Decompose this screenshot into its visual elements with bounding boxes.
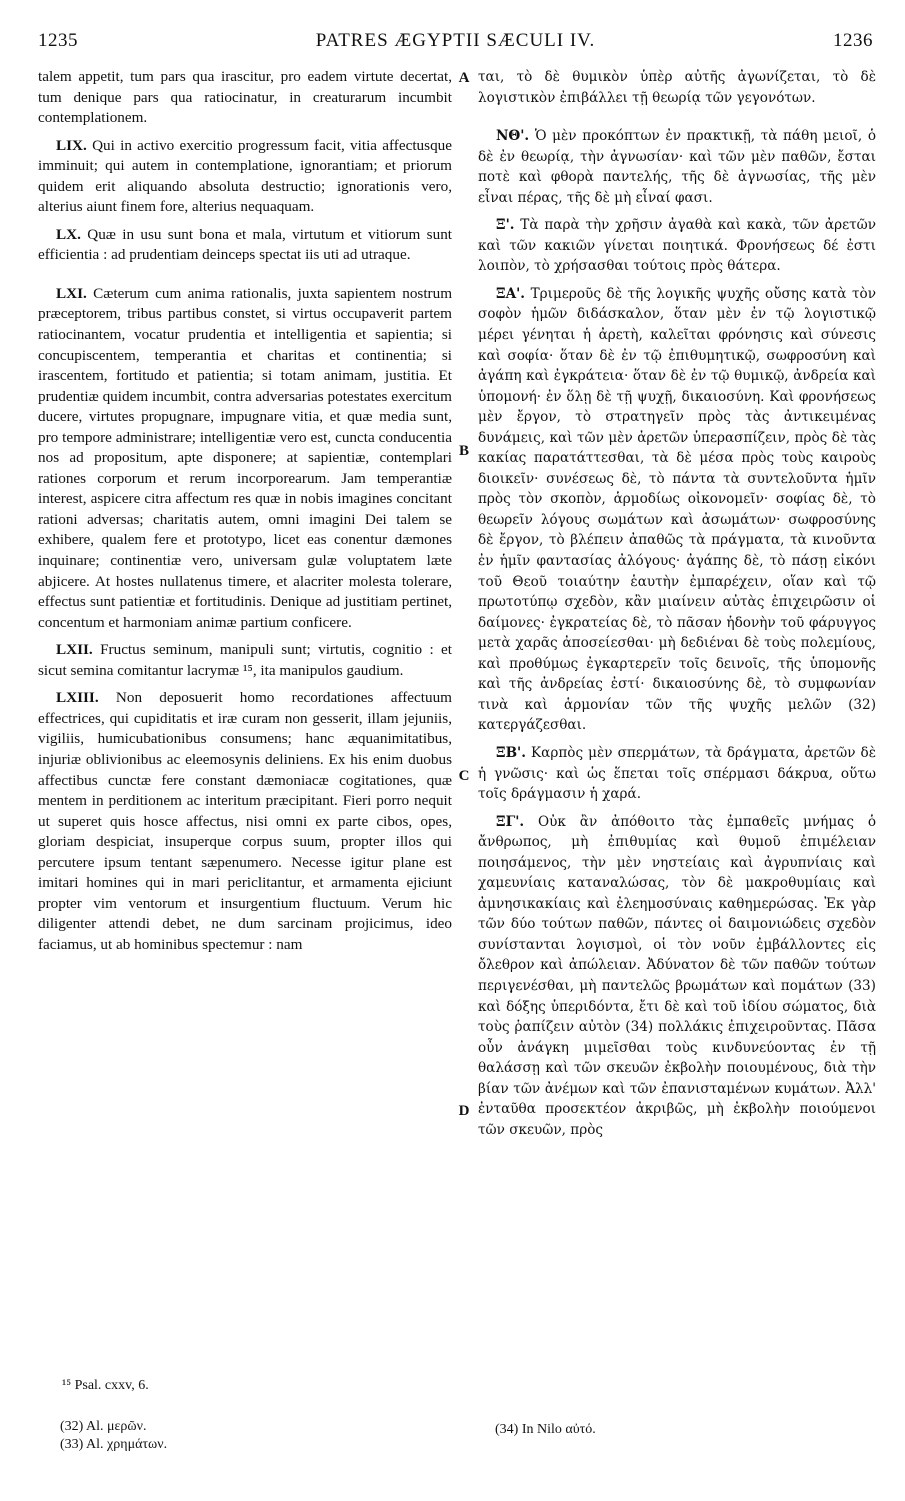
section-marker-d: D xyxy=(458,1103,470,1119)
chapter-number: ΞΓ'. xyxy=(496,813,525,830)
chapter-number: LIX. xyxy=(56,136,87,154)
chapter-text: Fructus seminum, manipuli sunt; virtutis, cognitio : et sicut semina comitantur lacrymæ ¹⁵, ita manipulos gaudium. xyxy=(38,641,452,679)
footnote-scripture: ¹⁵ Psal. cxxv, 6. xyxy=(62,1378,149,1393)
chapter-number: LXIII. xyxy=(56,689,99,707)
chapter-text: Τὰ παρὰ τὴν χρῆσιν ἀγαθὰ καὶ κακὰ, τῶν ἀρετῶν καὶ τῶν κακιῶν γίνεται ποιητικά. Φρονήσεως δέ ἐστι λοιπὸν, τὸ χρήσασθαι τούτοις πρὸς θάτερα. xyxy=(478,217,876,275)
chapter-number: LXI. xyxy=(56,284,87,302)
greek-column xyxy=(478,67,876,1147)
chapter-text: Quæ in usu sunt bona et mala, virtutum et vitiorum sunt efficientia : ad prudentiam deinceps spectat iis uti ad utraque. xyxy=(38,225,453,264)
chapter-text: Τριμεροῦς δὲ τῆς λογικῆς ψυχῆς οὔσης κατὰ τὸν σοφὸν ἡμῶν διδάσκαλον, ὅταν μὲν ἐν τῷ λογιστικῷ μέρει γένηται ἡ ἀρετὴ, καλεῖται φρόνησις καὶ σύνεσις καὶ σοφία· ὅταν δὲ ἐν τῷ ἐπιθυμητικῷ, σωφροσύνη καὶ ἀγάπη καὶ ἐγκράτεια· ὅταν δὲ ἐν τῷ θυμικῷ, ἀνδρεία καὶ ὑπομονή· ἐν ὅλῃ δὲ τῇ ψυχῇ, δικαιοσύνη. Καὶ φρονήσεως μὲν ἔργον, τὸ στρατηγεῖν πρὸς τὰς ἀντικειμένας δυνάμεις, καὶ τῶν μὲν ἀρετῶν ὑπερασπίζειν, πρὸς δὲ τὰς κακίας παρατάττεσθαι, τὰ δὲ μέσα πρὸς τοὺς καιροὺς διοικεῖν· συνέσεως δὲ, τὸ πάντα τὰ συντελοῦντα ἡμῖν πρὸς τὸν σκοπὸν, ἁρμοδίως οἰκονομεῖν· σοφίας δὲ, τὸ θεωρεῖν λόγους σωμάτων καὶ ἀσωμάτων· σωφροσύνης δὲ ἔργον, τὸ βλέπειν ἀπαθῶς τὰ πράγματα, τὰ κινοῦντα ἐν ἡμῖν φαντασίας ἀλόγους· ἀγάπης δὲ, τὸ πάσῃ εἰκόνι τοῦ Θεοῦ τοιαύτην ἑαυτὴν ἐμπαρέχειν, οἵαν καὶ τῷ πρωτοτύπῳ σχεδὸν, κἂν μιαίνειν αὐτὰς ἐπιχειρῶσιν οἱ δαίμονες· ἐγκρατείας δὲ, τὸ πᾶσαν ἡδονὴν τοῦ φάρυγγος μετὰ χαρᾶς ἀποσείεσθαι· μὴ δεδιέναι δὲ τοὺς πολεμίους, καὶ προθύμως ἐγκαρτερεῖν τοῖς δεινοῖς, τῆς ὑπομονῆς καὶ τῆς ἀνδρείας ἐστί· δικαιοσύνης δὲ, τὸ συμφωνίαν τινὰ καὶ ἁρμονίαν τῶν τῆς ψυχῆς μελῶν (32) κατεργάζεσθαι. xyxy=(478,285,877,734)
chapter-number: LX. xyxy=(56,225,81,243)
chapter-text: Qui in activo exercitio progressum facit, vitia affectusque imminuit; qui autem in contemplatione, ignorantiam; et priorum quidem erit aliquando absoluta destructio; ignorationis vero, alterius aiunt finem fore, alterius nequaquam. xyxy=(38,136,452,216)
latin-paragraph-continuation: talem appetit, tum pars qua irascitur, pro eadem virtute decertat, tum denique pars qua ratiocinatur, in creaturarum incumbit contemplationem. xyxy=(38,68,452,127)
latin-chapter-62 xyxy=(38,640,452,681)
page-number-right: 1236 xyxy=(833,30,873,51)
greek-chapter-62 xyxy=(478,743,876,805)
chapter-number: LXII. xyxy=(56,641,93,659)
greek-chapter-60 xyxy=(478,215,876,277)
section-marker-a: A xyxy=(458,70,470,86)
chapter-text: Ὁ μὲν προκόπτων ἐν πρακτικῇ, τὰ πάθη μειοῖ, ὁ δὲ ἐν θεωρίᾳ, τὴν ἀγνωσίαν· καὶ τῶν μὲν παθῶν, ἔσται ποτὲ καὶ φθορὰ παντελής, τῆς δὲ ἀγνωσίας, τῆς μὲν εἶναι πέρας, τῆς δὲ μὴ εἶναί φασι. xyxy=(478,128,877,206)
greek-chapter-63 xyxy=(478,812,876,1141)
greek-chapter-61 xyxy=(478,284,876,736)
chapter-text: Cæterum cum anima rationalis, juxta sapientem nostrum præceptorem, tribus partibus constet, si virtus occupaverit partem ratiocinantem, vocatur prudentia et intelligentia et sapientia; si concupiscentem, temperantia et charitas et continentia; si irascentem, fortitudo et patientia; si totam animam, justitia. Et prudentiæ quidem incumbit, contra adversarias potestates exercitum ducere, virtutes propugnare, impugnare vitia, et quæ media sunt, pro tempore administrare; intelligentiæ vero est, cuncta conducentia nos ad propositum, apte disponere; at sapientiæ, contemplari rationes corporum et rerum incorporearum. Jam temperantiæ interest, aspicere citra affectum res quæ in nobis imagines concitant rationi adversas; charitatis autem, omni imagini Dei talem se exhibere, qualem fere et prototypo, licet eas conentur dæmones inquinare; continentiæ vero, universam gulæ voluptatem læte abjicere. At hostes nullatenus timere, et alacriter molesta tolerare, effectus sunt patientiæ et fortitudinis. Denique ad justitiam pertinet, concentum et harmoniam animæ partium conficere. xyxy=(38,284,453,631)
variant-notes-left xyxy=(60,1418,167,1454)
chapter-number: ΞΑ'. xyxy=(496,285,526,302)
chapter-text: Non deposuerit homo recordationes affectuum effectrices, qui cupiditatis et iræ curam non gesserit, illam jejuniis, vigiliis, humicubationibus consumens; hanc æquanimitatibus, injuriæ oblivionibus ac eleemosynis deliniens. Ex his enim duobus affectibus cunctæ fere constant dæmoniacæ cogitationes, quæ mentem in perditionem ac interitum præcipitant. Fieri porro nequit ut superet quis hosce affectus, nisi omni ex parte cibos, opes, gloriam despiciat, insuperque corpus suum, propter illos qui percutere ipsum tentant sæpenumero. Necesse igitur plane est imitari homines qui in mari periclitantur, et armamenta ejiciunt propter vim ventorum et insurgentium fluctuum. Verum hic diligenter attendi debet, ne dum sarcinam projicimus, ideo faciamus, ut ab hominibus spectemur : nam xyxy=(38,689,452,953)
running-title: PATRES ÆGYPTII SÆCULI IV. xyxy=(315,30,596,51)
chapter-number: Ξ'. xyxy=(496,217,515,234)
chapter-number: ΝΘ'. xyxy=(496,128,530,145)
latin-chapter-61 xyxy=(38,284,452,633)
section-marker-c: C xyxy=(458,768,470,784)
latin-chapter-59 xyxy=(38,136,452,218)
greek-paragraph-continuation: ται, τὸ δὲ θυμικὸν ὑπὲρ αὐτῆς ἀγωνίζεται, τὸ δὲ λογιστικὸν ἐπιβάλλει τῇ θεωρίᾳ τῶν γεγονότων. xyxy=(478,69,876,106)
chapter-number: ΞΒ'. xyxy=(496,744,526,761)
chapter-text: Καρπὸς μὲν σπερμάτων, τὰ δράγματα, ἀρετῶν δὲ ἡ γνῶσις· καὶ ὡς ἕπεται τοῖς σπέρμασι δάκρυα, οὕτω τοῖς δράγμασιν ἡ χαρά. xyxy=(478,744,877,803)
greek-chapter-59 xyxy=(478,126,876,208)
latin-chapter-60 xyxy=(38,225,452,266)
latin-chapter-63 xyxy=(38,688,452,955)
latin-column xyxy=(38,67,452,962)
variant-note-33: (33) Al. χρημάτων. xyxy=(60,1437,168,1452)
variant-note-32: (32) Al. μερῶν. xyxy=(60,1419,147,1434)
variant-note-34: (34) In Nilo αὐτό. xyxy=(495,1422,596,1437)
chapter-text: Οὐκ ἂν ἀπόθοιτο τὰς ἐμπαθεῖς μνήμας ὁ ἄνθρωπος, μὴ ἐπιθυμίας καὶ θυμοῦ ἐπιμέλειαν ποιησάμενος, τὴν μὲν νηστείαις καὶ ἀγρυπνίαις καὶ χαμευνίαις καταναλώσας, τὸν δὲ μακροθυμίαις καὶ ἀμνησικακίαις καὶ ἐλεημοσύναις καθημερώσας. Ἐκ γὰρ τῶν δύο τούτων παθῶν, πάντες οἱ δαιμονιώδεις σχεδὸν συνίστανται λογισμοὶ, οἱ τὸν νοῦν ἐμβάλλοντες εἰς ὄλεθρον καὶ ἀπώλειαν. Ἀδύνατον δὲ τῶν παθῶν τούτων περιγενέσθαι, μὴ παντελῶς βρωμάτων καὶ πομάτων (33) καὶ δόξης ὑπεριδόντα, ἔτι δὲ καὶ τοῦ ἰδίου σώματος, διὰ τοὺς ῥαπίζειν αὐτὸν (34) πολλάκις ἐπιχειροῦντας. Πᾶσα οὖν ἀνάγκη μιμεῖσθαι τοὺς κινδυνεύοντας ἐν τῇ θαλάσσῃ καὶ τῶν σκευῶν ἐκβολὴν ποιουμένους, διὰ τὴν βίαν τῶν ἀνέμων καὶ τῶν ἐπανισταμένων κυμάτων. Ἀλλ' ἐνταῦθα προσεκτέον ἀκριβῶς, μὴ ἐκβολὴν ποιούμενοι τῶν σκευῶν, πρὸς xyxy=(478,813,876,1138)
page-number-left: 1235 xyxy=(38,30,78,51)
page-header xyxy=(38,30,873,54)
section-marker-b: B xyxy=(458,443,469,459)
